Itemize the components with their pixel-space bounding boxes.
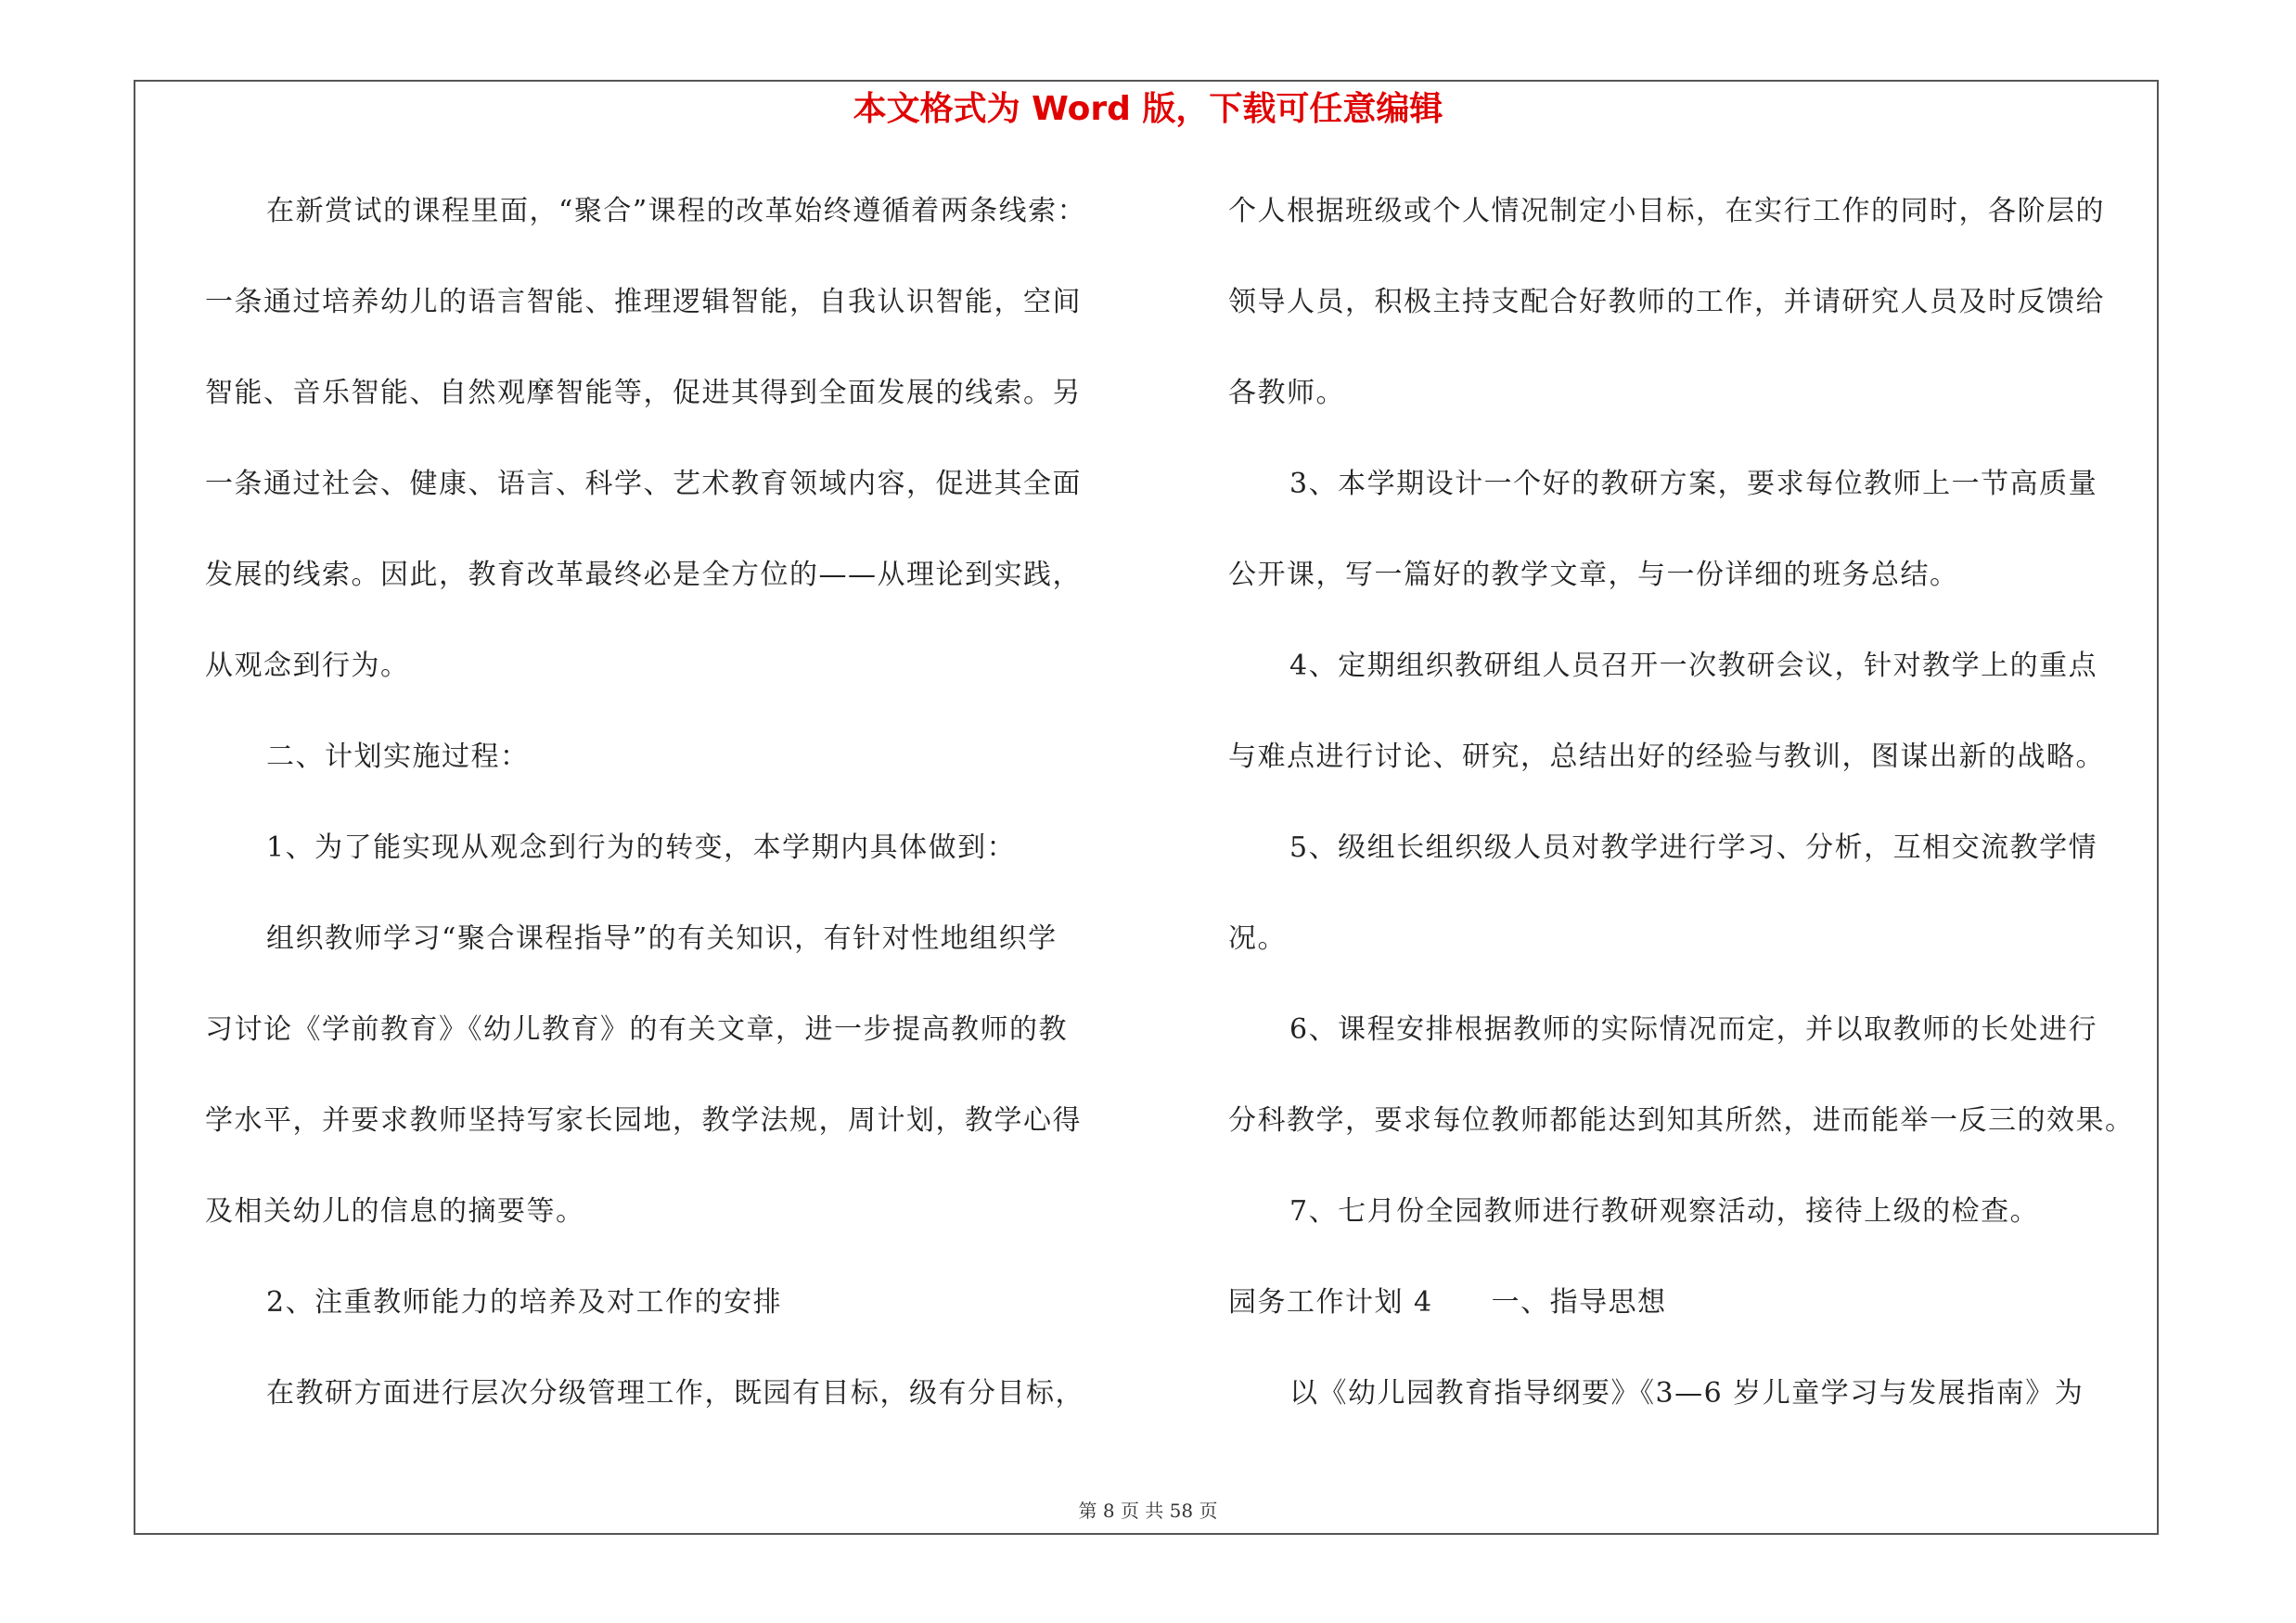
paragraph-line: 6、课程安排根据教师的实际情况而定，并以取教师的长处进行 bbox=[1289, 1013, 2098, 1046]
page-number: 第 8 页 共 58 页 bbox=[1078, 1500, 1218, 1522]
paragraph-line: 2、注重教师能力的培养及对工作的安排 bbox=[266, 1286, 783, 1319]
left-text-column bbox=[205, 185, 1142, 1458]
paragraph-line: 4、定期组织教研组人员召开一次教研会议，针对教学上的重点 bbox=[1289, 650, 2098, 682]
paragraph-line: 各教师。 bbox=[1228, 377, 1345, 409]
section-heading: 二、计划实施过程： bbox=[266, 741, 530, 773]
paragraph-line: 5、级组长组织级人员对教学进行学习、分析，互相交流教学情 bbox=[1289, 831, 2098, 864]
paragraph-line: 以《幼儿园教育指导纲要》《3—6 岁儿童学习与发展指南》为 bbox=[1289, 1377, 2084, 1410]
paragraph-line: 与难点进行讨论、研究，总结出好的经验与教训，图谋出新的战略。 bbox=[1228, 741, 2105, 773]
paragraph-line: 从观念到行为。 bbox=[205, 650, 410, 682]
paragraph-line: 一条通过社会、健康、语言、科学、艺术教育领域内容，促进其全面 bbox=[205, 468, 1082, 500]
paragraph-line: 发展的线索。因此，教育改革最终必是全方位的——从理论到实践， bbox=[205, 559, 1082, 591]
right-text-column bbox=[1228, 185, 2174, 1458]
section-heading: 园务工作计划 4 一、指导思想 bbox=[1228, 1286, 1667, 1319]
paragraph-line: 公开课，写一篇好的教学文章，与一份详细的班务总结。 bbox=[1228, 559, 1959, 591]
paragraph-line: 3、本学期设计一个好的教研方案，要求每位教师上一节高质量 bbox=[1289, 468, 2098, 500]
paragraph-line: 分科教学，要求每位教师都能达到知其所然，进而能举一反三的效果。 bbox=[1228, 1104, 2135, 1137]
paragraph-line: 况。 bbox=[1228, 922, 1287, 955]
paragraph-line: 在新赏试的课程里面，“聚合”课程的改革始终遵循着两条线索： bbox=[266, 195, 1087, 227]
paragraph-line: 及相关幼儿的信息的摘要等。 bbox=[205, 1195, 585, 1228]
paragraph-line: 组织教师学习“聚合课程指导”的有关知识，有针对性地组织学 bbox=[266, 922, 1058, 955]
word-format-notice: 本文格式为 Word 版，下载可任意编辑 bbox=[853, 90, 1443, 128]
paragraph-line: 在教研方面进行层次分级管理工作，既园有目标，级有分目标， bbox=[266, 1377, 1084, 1410]
paragraph-line: 学水平，并要求教师坚持写家长园地，教学法规，周计划，教学心得 bbox=[205, 1104, 1082, 1137]
paragraph-line: 领导人员，积极主持支配合好教师的工作，并请研究人员及时反馈给 bbox=[1228, 286, 2105, 318]
paragraph-line: 1、为了能实现从观念到行为的转变，本学期内具体做到： bbox=[266, 831, 1017, 864]
paragraph-line: 智能、音乐智能、自然观摩智能等，促进其得到全面发展的线索。另 bbox=[205, 377, 1082, 409]
paragraph-line: 7、七月份全园教师进行教研观察活动，接待上级的检查。 bbox=[1289, 1195, 2040, 1228]
paragraph-line: 个人根据班级或个人情况制定小目标，在实行工作的同时，各阶层的 bbox=[1228, 195, 2105, 227]
paragraph-line: 习讨论《学前教育》《幼儿教育》的有关文章，进一步提高教师的教 bbox=[205, 1013, 1068, 1046]
paragraph-line: 一条通过培养幼儿的语言智能、推理逻辑智能，自我认识智能，空间 bbox=[205, 286, 1082, 318]
